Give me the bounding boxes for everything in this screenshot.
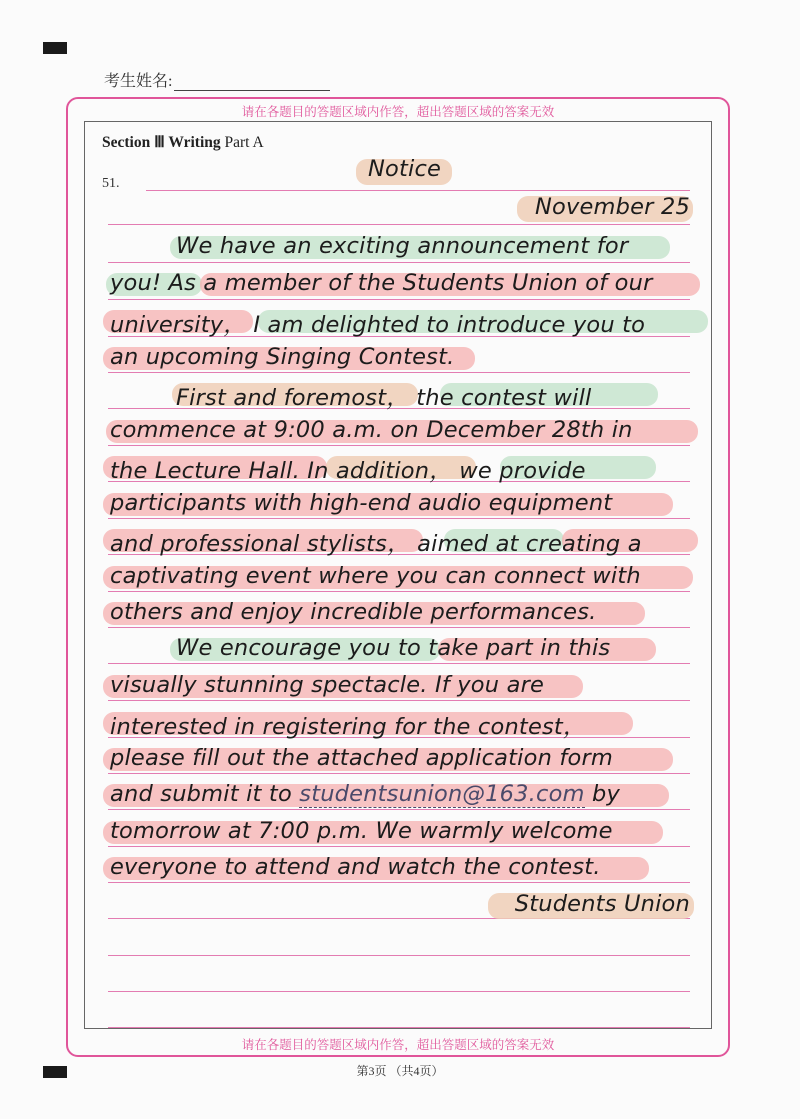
ruled-line bbox=[108, 518, 690, 519]
ruled-line bbox=[108, 1027, 690, 1028]
section-title-bold: Section Ⅲ Writing bbox=[102, 134, 221, 151]
essay-line: and professional stylists， aimed at creating a bbox=[110, 531, 642, 557]
essay-line: We have an exciting announcement for bbox=[176, 233, 629, 259]
ruled-line bbox=[108, 262, 690, 263]
ruled-line bbox=[146, 190, 690, 191]
essay-signature: Students Union bbox=[514, 891, 690, 917]
frame-top-note: 请在各题目的答题区域内作答，超出答题区域的答案无效 bbox=[241, 104, 555, 119]
email-line-prefix: and submit it to bbox=[110, 781, 300, 807]
essay-line: others and enjoy incredible performances. bbox=[110, 599, 597, 625]
essay-line: interested in registering for the contest， bbox=[110, 714, 586, 740]
essay-line: the Lecture Hall. In addition， we provide bbox=[110, 458, 586, 484]
candidate-name-blank[interactable] bbox=[174, 75, 330, 91]
email-line-suffix: by bbox=[584, 781, 621, 807]
essay-title: Notice bbox=[368, 156, 442, 182]
ruled-line bbox=[108, 591, 690, 592]
essay-line: First and foremost， the contest will bbox=[176, 385, 592, 411]
email-link[interactable]: studentsunion@163.com bbox=[299, 781, 585, 807]
essay-line: you! As a member of the Students Union of our bbox=[110, 270, 653, 296]
ruled-line bbox=[108, 882, 690, 883]
ruled-line bbox=[108, 809, 690, 810]
question-number: 51. bbox=[102, 176, 120, 191]
candidate-name-label: 考生姓名: bbox=[104, 73, 173, 90]
page-number: 第3页 （共4页） bbox=[356, 1064, 444, 1078]
ruled-line bbox=[108, 372, 690, 373]
essay-line: everyone to attend and watch the contest. bbox=[110, 854, 601, 880]
ruled-line bbox=[108, 955, 690, 956]
ruled-line bbox=[108, 627, 690, 628]
ruled-line bbox=[108, 700, 690, 701]
essay-line: an upcoming Singing Contest. bbox=[110, 344, 455, 370]
section-title-part: Part A bbox=[224, 134, 264, 151]
ruled-line bbox=[108, 224, 690, 225]
essay-line: university， I am delighted to introduce you to bbox=[110, 312, 646, 338]
essay-line: We encourage you to take part in this bbox=[176, 635, 611, 661]
section-title bbox=[102, 133, 264, 152]
registration-mark-top bbox=[43, 42, 67, 54]
essay-line: tomorrow at 7:00 p.m. We warmly welcome bbox=[110, 818, 613, 844]
ruled-line bbox=[108, 663, 690, 664]
ruled-line bbox=[108, 773, 690, 774]
candidate-name-row bbox=[104, 68, 330, 91]
essay-date: November 25 bbox=[534, 194, 690, 220]
essay-line: participants with high-end audio equipment bbox=[110, 490, 613, 516]
ruled-line bbox=[108, 991, 690, 992]
essay-line: commence at 9:00 a.m. on December 28th in bbox=[110, 417, 633, 443]
frame-bottom-note: 请在各题目的答题区域内作答，超出答题区域的答案无效 bbox=[241, 1037, 555, 1052]
ruled-line bbox=[108, 299, 690, 300]
essay-line: captivating event where you can connect with bbox=[110, 563, 641, 589]
essay-line: please fill out the attached application form bbox=[110, 745, 614, 771]
ruled-line bbox=[108, 846, 690, 847]
essay-line: visually stunning spectacle. If you are bbox=[110, 672, 545, 698]
ruled-line bbox=[108, 445, 690, 446]
essay-email-line bbox=[110, 781, 620, 807]
